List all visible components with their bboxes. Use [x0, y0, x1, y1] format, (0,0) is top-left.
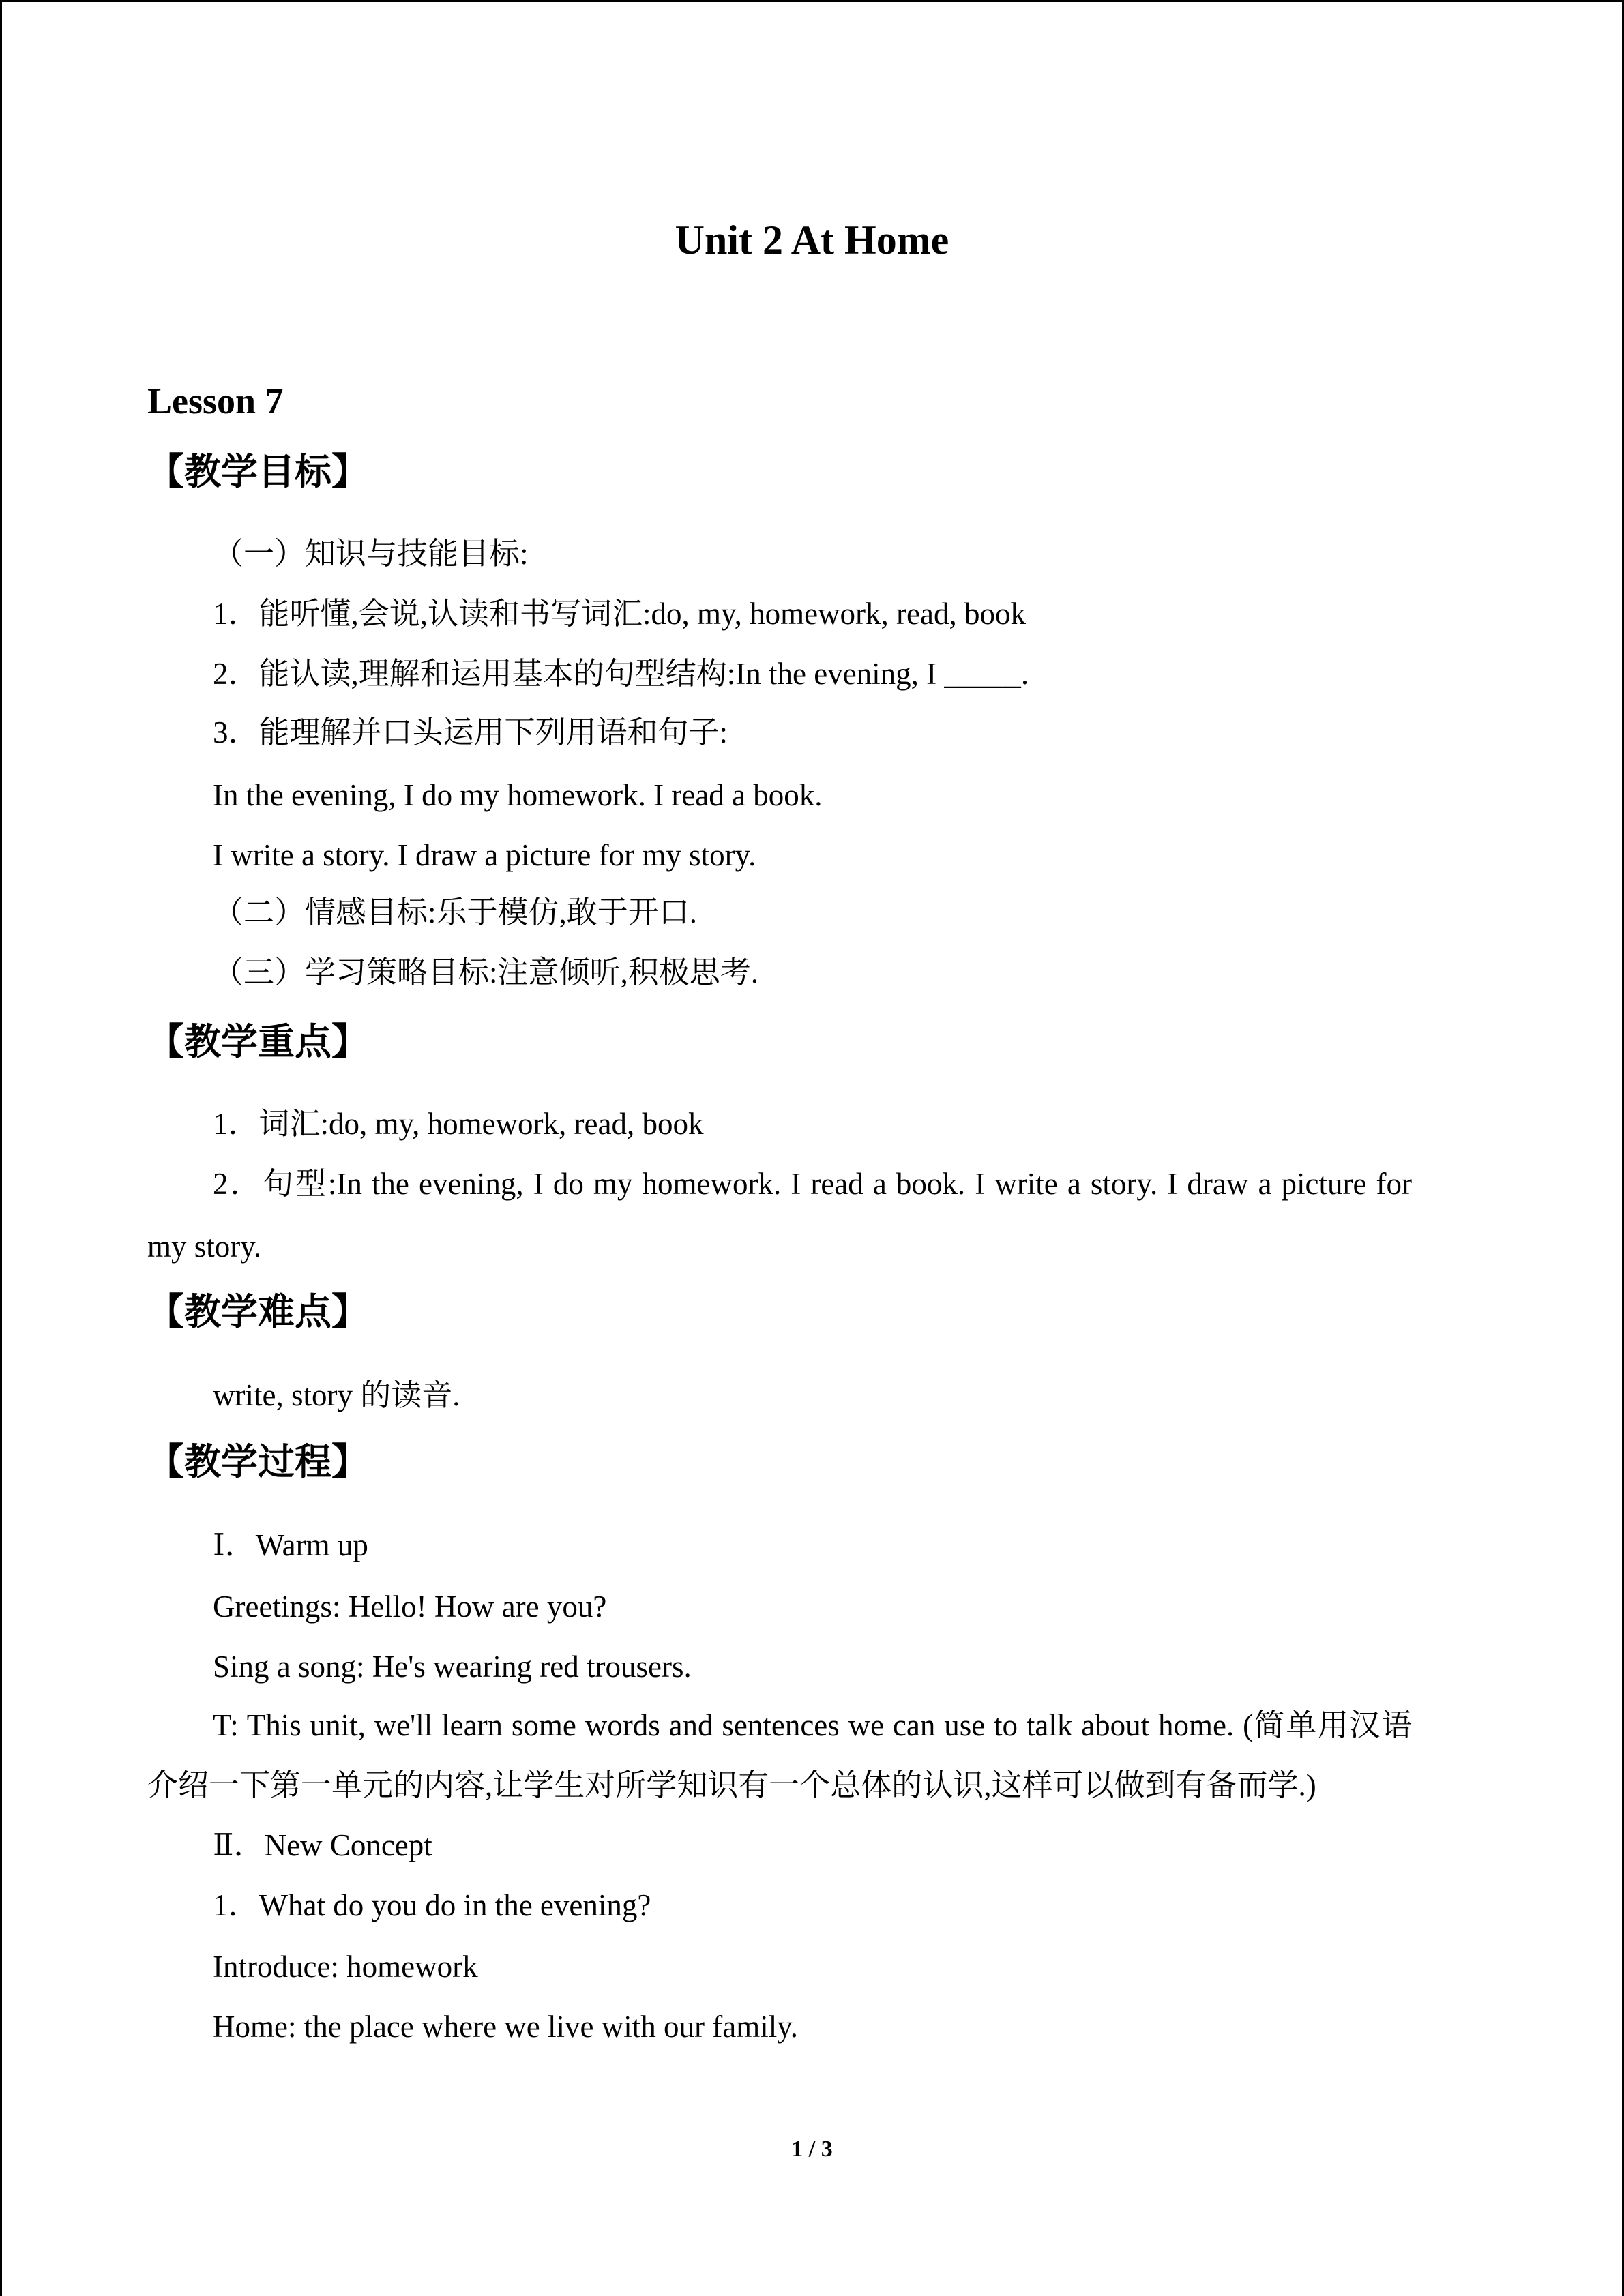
objective-item-2: 2．能认读,理解和运用基本的句型结构:In the evening, I _____. — [213, 657, 1029, 691]
strategy-objective: （三）学习策略目标:注意倾听,积极思考. — [213, 955, 759, 989]
teacher-intro-line: T: This unit, we'll learn some words and sentences we can use to talk about home. (简单用汉语 — [213, 1708, 1412, 1742]
objectives-heading: 【教学目标】 — [147, 451, 368, 492]
key-point-vocabulary: 1．词汇:do, my, homework, read, book — [213, 1107, 704, 1141]
example-sentence-1: In the evening, I do my homework. I read a book. — [213, 778, 823, 812]
document-title: Unit 2 At Home — [675, 218, 949, 263]
introduce-homework: Introduce: homework — [213, 1950, 478, 1984]
page-number: 1 / 3 — [791, 2136, 833, 2162]
teacher-intro-line-continued: 介绍一下第一单元的内容,让学生对所学知识有一个总体的认识,这样可以做到有备而学.) — [147, 1768, 1316, 1802]
greetings-line: Greetings: Hello! How are you? — [213, 1590, 607, 1624]
knowledge-skills-heading: （一）知识与技能目标: — [213, 537, 529, 571]
objective-item-3: 3．能理解并口头运用下列用语和句子: — [213, 715, 728, 749]
home-definition: Home: the place where we live with our family. — [213, 2010, 799, 2044]
emotion-objective: （二）情感目标:乐于模仿,敢于开口. — [213, 895, 698, 929]
difficulties-heading: 【教学难点】 — [147, 1292, 368, 1332]
warm-up-heading: Ⅰ．Warm up — [213, 1528, 368, 1562]
evening-question: 1．What do you do in the evening? — [213, 1888, 651, 1922]
key-points-heading: 【教学重点】 — [147, 1022, 368, 1062]
example-sentence-2: I write a story. I draw a picture for my story. — [213, 838, 756, 872]
objective-item-1: 1．能听懂,会说,认读和书写词汇:do, my, homework, read, book — [213, 597, 1026, 631]
song-line: Sing a song: He's wearing red trousers. — [213, 1650, 692, 1684]
lesson-title: Lesson 7 — [147, 381, 284, 421]
process-heading: 【教学过程】 — [147, 1442, 368, 1482]
difficulty-item: write, story 的读音. — [213, 1378, 460, 1412]
new-concept-heading: Ⅱ．New Concept — [213, 1828, 432, 1862]
key-point-sentence-pattern-continued: my story. — [147, 1229, 262, 1264]
key-point-sentence-pattern: 2．句型:In the evening, I do my homework. I read a book. I write a story. I draw a picture for — [213, 1167, 1412, 1201]
